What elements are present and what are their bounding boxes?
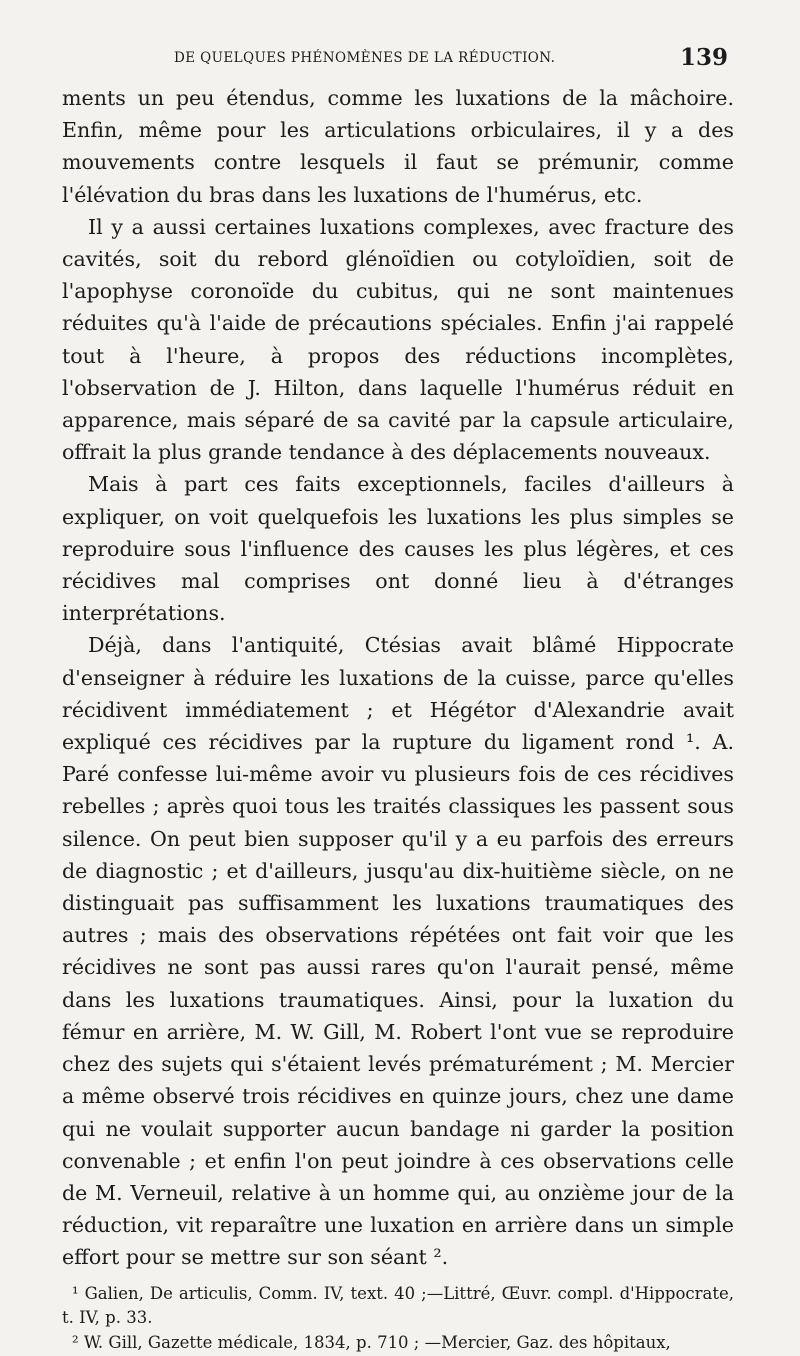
- footnote-2: ² W. Gill, Gazette médicale, 1834, p. 710 ; —Mercier, Gaz. des hôpitaux,: [72, 1333, 671, 1353]
- page-header: [62, 40, 734, 82]
- paragraph-complex-luxations: Il y a aussi certaines luxations complexes, avec fracture des cavités, soit du rebord glénoïdien ou cotyloïdien, soit de l'apophyse coronoïde du cubitus, qui ne sont maintenues réduites qu'à l'aide de précautions spéciales. Enfin j'ai rappelé tout à l'heure, à propos des réductions incomplètes, l'observation de J. Hilton, dans laquelle l'humérus réduit en apparence, mais séparé de sa cavité par la capsule articulaire, offrait la plus grande tendance à des déplacements nouveaux.: [62, 214, 734, 465]
- running-title: DE QUELQUES PHÉNOMÈNES DE LA RÉDUCTION.: [174, 50, 556, 66]
- body-text: [62, 82, 734, 1274]
- paragraph-continuation: ments un peu étendus, comme les luxations de la mâchoire. Enfin, même pour les articulations orbiculaires, il y a des mouvements contre lesquels il faut se prémunir, comme l'élévation du bras dans les luxations de l'humérus, etc.: [62, 86, 734, 207]
- paragraph-recurrences: Mais à part ces faits exceptionnels, faciles d'ailleurs à expliquer, on voit quelquefois les luxations les plus simples se reproduire sous l'influence des causes les plus légères, et ces récidives mal comprises ont donné lieu à d'étranges interprétations.: [62, 472, 734, 626]
- paragraph-antiquity: Déjà, dans l'antiquité, Ctésias avait blâmé Hippocrate d'enseigner à réduire les luxations de la cuisse, parce qu'elles récidivent immédiatement ; et Hégétor d'Alexandrie avait expliqué ces récidives par la rupture du ligament rond ¹. A. Paré confesse lui-même avoir vu plusieurs fois de ces récidives rebelles ; après quoi tous les traités classiques les passent sous silence. On peut bien supposer qu'il y a eu parfois des erreurs de diagnostic ; et d'ailleurs, jusqu'au dix-huitième siècle, on ne distinguait pas suffisamment les luxations traumatiques des autres ; mais des observations répétées ont fait voir que les récidives ne sont pas aussi rares qu'on l'aurait pensé, même dans les luxations traumatiques. Ainsi, pour la luxation du fémur en arrière, M. W. Gill, M. Robert l'ont vue se reproduire chez des sujets qui s'étaient levés prématurément ; M. Mercier a même observé trois récidives en quinze jours, chez une dame qui ne voulait supporter aucun bandage ni garder la position convenable ; et enfin l'on peut joindre à ces observations celle de M. Verneuil, relative à un homme qui, au onzième jour de la réduction, vit reparaître une luxation en arrière dans un simple effort pour se mettre sur son séant ².: [62, 633, 734, 1270]
- footnote-1: ¹ Galien, De articulis, Comm. IV, text. 40 ;—Littré, Œuvr. compl. d'Hippocrate, t. IV, p. 33.: [62, 1283, 734, 1328]
- page-number: 139: [679, 44, 728, 71]
- book-page: [62, 40, 734, 1356]
- footnotes: [62, 1282, 734, 1356]
